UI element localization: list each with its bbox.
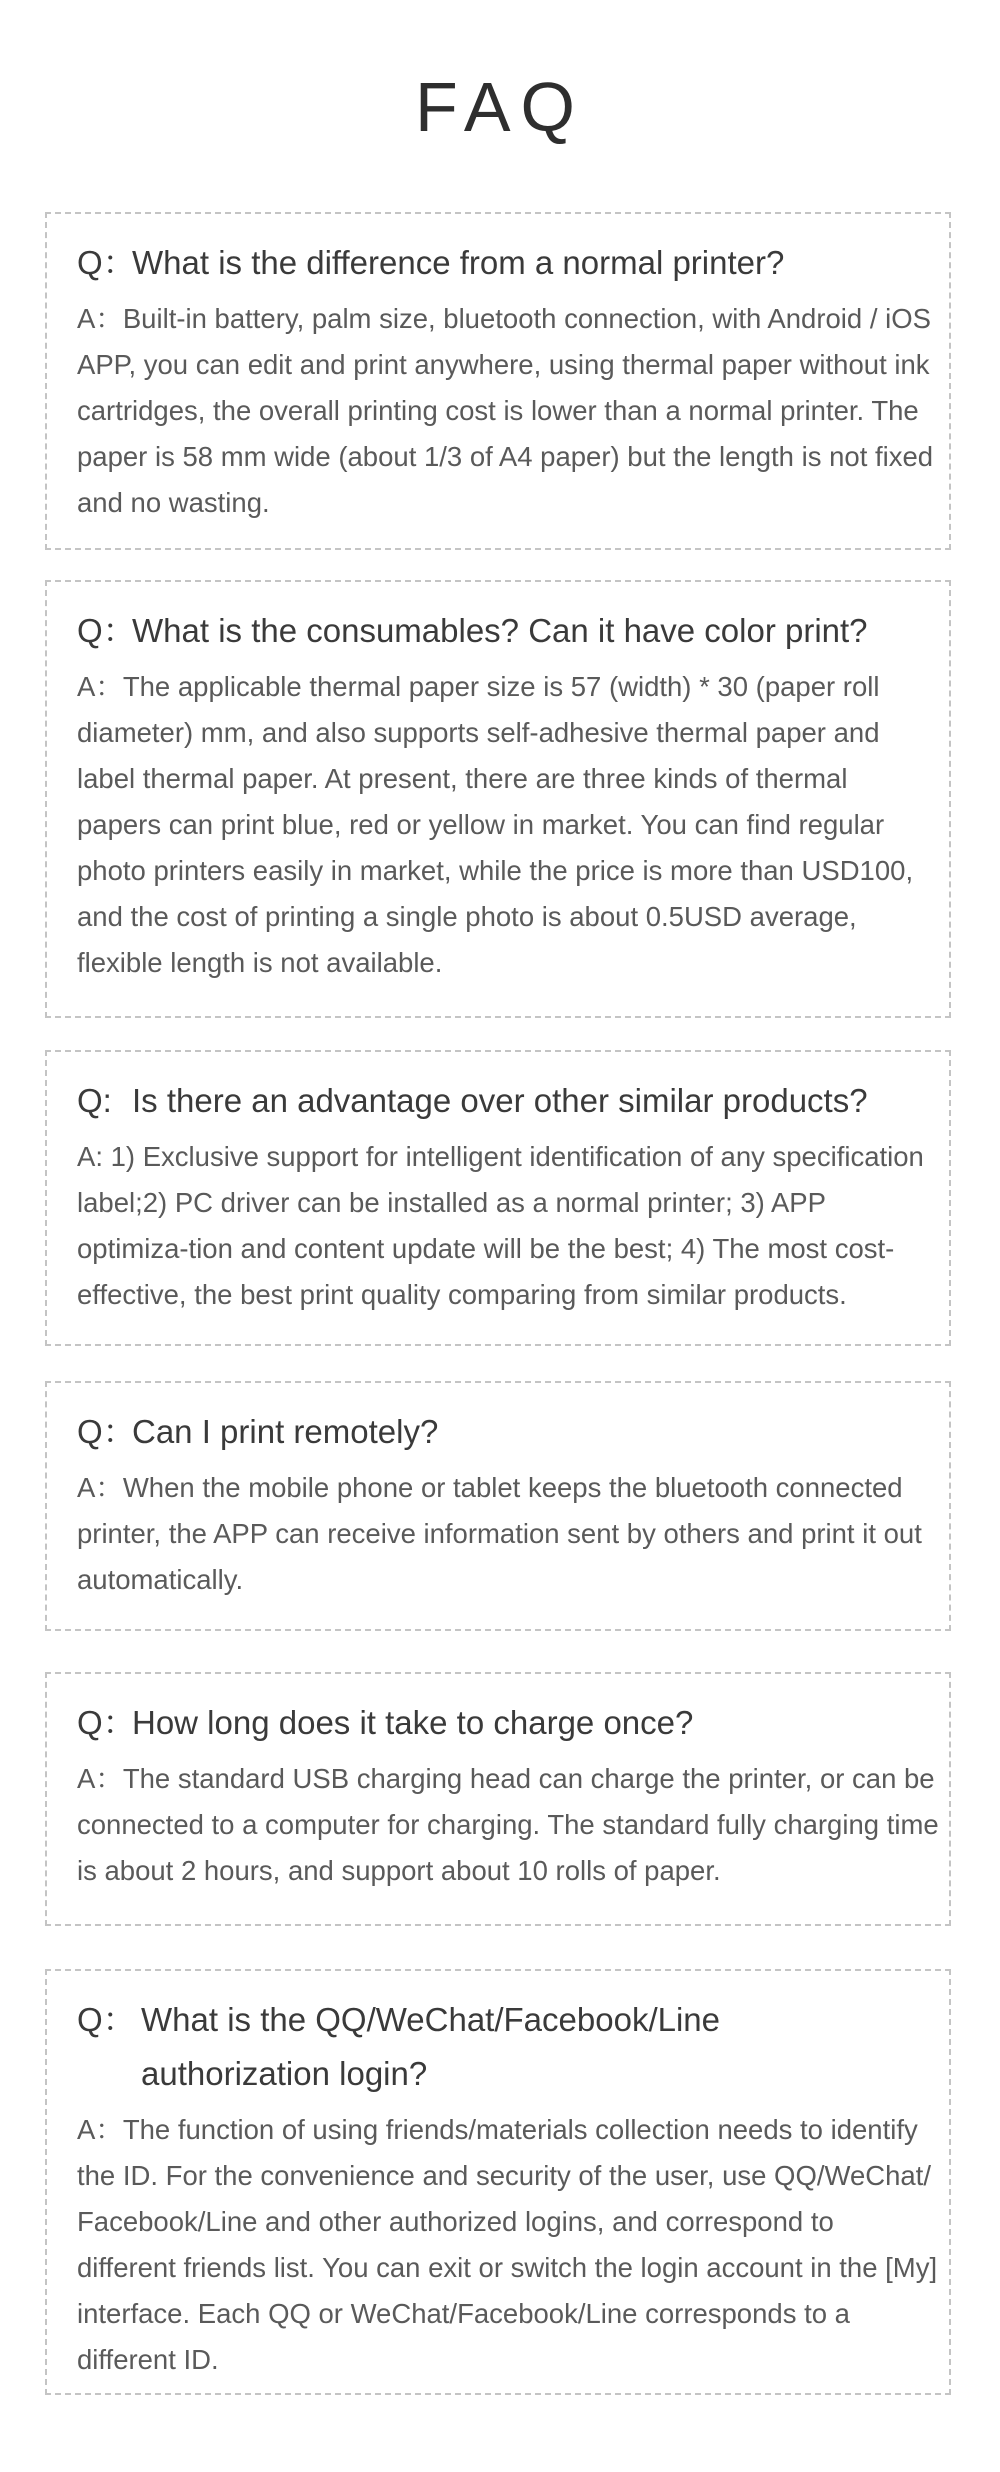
faq-item [45,1050,951,1346]
question-prefix: Q: [77,1082,112,1119]
faq-answer: A：The function of using friends/materials collection needs to identify the ID. For the convenience and security of the user, use QQ/WeChat/ Facebook/Line and other authorized logins, and correspond to different friends list. You can exit or switch the login account in the [My] interface. Each QQ or WeChat/Facebook/Line corresponds to a different ID. [77,2114,938,2375]
question-text: What is the consumables? Can it have color print? [132,612,868,649]
faq-answer: A：Built-in battery, palm size, bluetooth connection, with Android / iOS APP, you can edit and print anywhere, using thermal paper without ink cartridges, the overall printing cost is lower than a normal printer. The paper is 58 mm wide (about 1/3 of A4 paper) but the length is not fixed and no wasting. [77,303,934,518]
question-prefix: Q： [77,1704,136,1741]
faq-answer: A: 1) Exclusive support for intelligent identification of any specification label;2) PC driver can be installed as a normal printer; 3) APP optimiza-tion and content update will be the best; 4) The most cost-effective, the best print quality comparing from similar products. [77,1141,924,1310]
question-text: Can I print remotely? [132,1413,439,1450]
question-prefix: Q： [77,2001,136,2038]
faq-answer: A：When the mobile phone or tablet keeps the bluetooth connected printer, the APP can receive information sent by others and print it out automatically. [77,1472,922,1595]
question-prefix: Q： [77,244,136,281]
faq-item [45,580,951,1018]
faq-question [77,236,939,290]
faq-answer: A：The applicable thermal paper size is 57 (width) * 30 (paper roll diameter) mm, and also supports self-adhesive thermal paper and label thermal paper. At present, there are three kinds of thermal papers can print blue, red or yellow in market. You can find regular photo printers easily in market, while the price is more than USD100, and the cost of printing a single photo is about 0.5USD average, flexible length is not available. [77,671,914,978]
faq-question [77,1074,939,1128]
question-text: What is the QQ/WeChat/Facebook/Line authorization login? [141,2001,720,2092]
question-text: How long does it take to charge once? [132,1704,694,1741]
faq-question [77,1696,939,1750]
question-text: What is the difference from a normal printer? [132,244,785,281]
question-prefix: Q： [77,612,136,649]
question-prefix: Q： [77,1413,136,1450]
faq-item [45,212,951,550]
faq-question [77,1993,939,2101]
faq-question [77,1405,939,1459]
faq-question [77,604,939,658]
faq-item [45,1381,951,1631]
question-text: Is there an advantage over other similar products? [132,1082,868,1119]
page-title: FAQ [414,68,586,146]
faq-item [45,1969,951,2395]
faq-item [45,1672,951,1926]
faq-answer: A：The standard USB charging head can charge the printer, or can be connected to a computer for charging. The standard fully charging time is about 2 hours, and support about 10 rolls of paper. [77,1763,939,1886]
